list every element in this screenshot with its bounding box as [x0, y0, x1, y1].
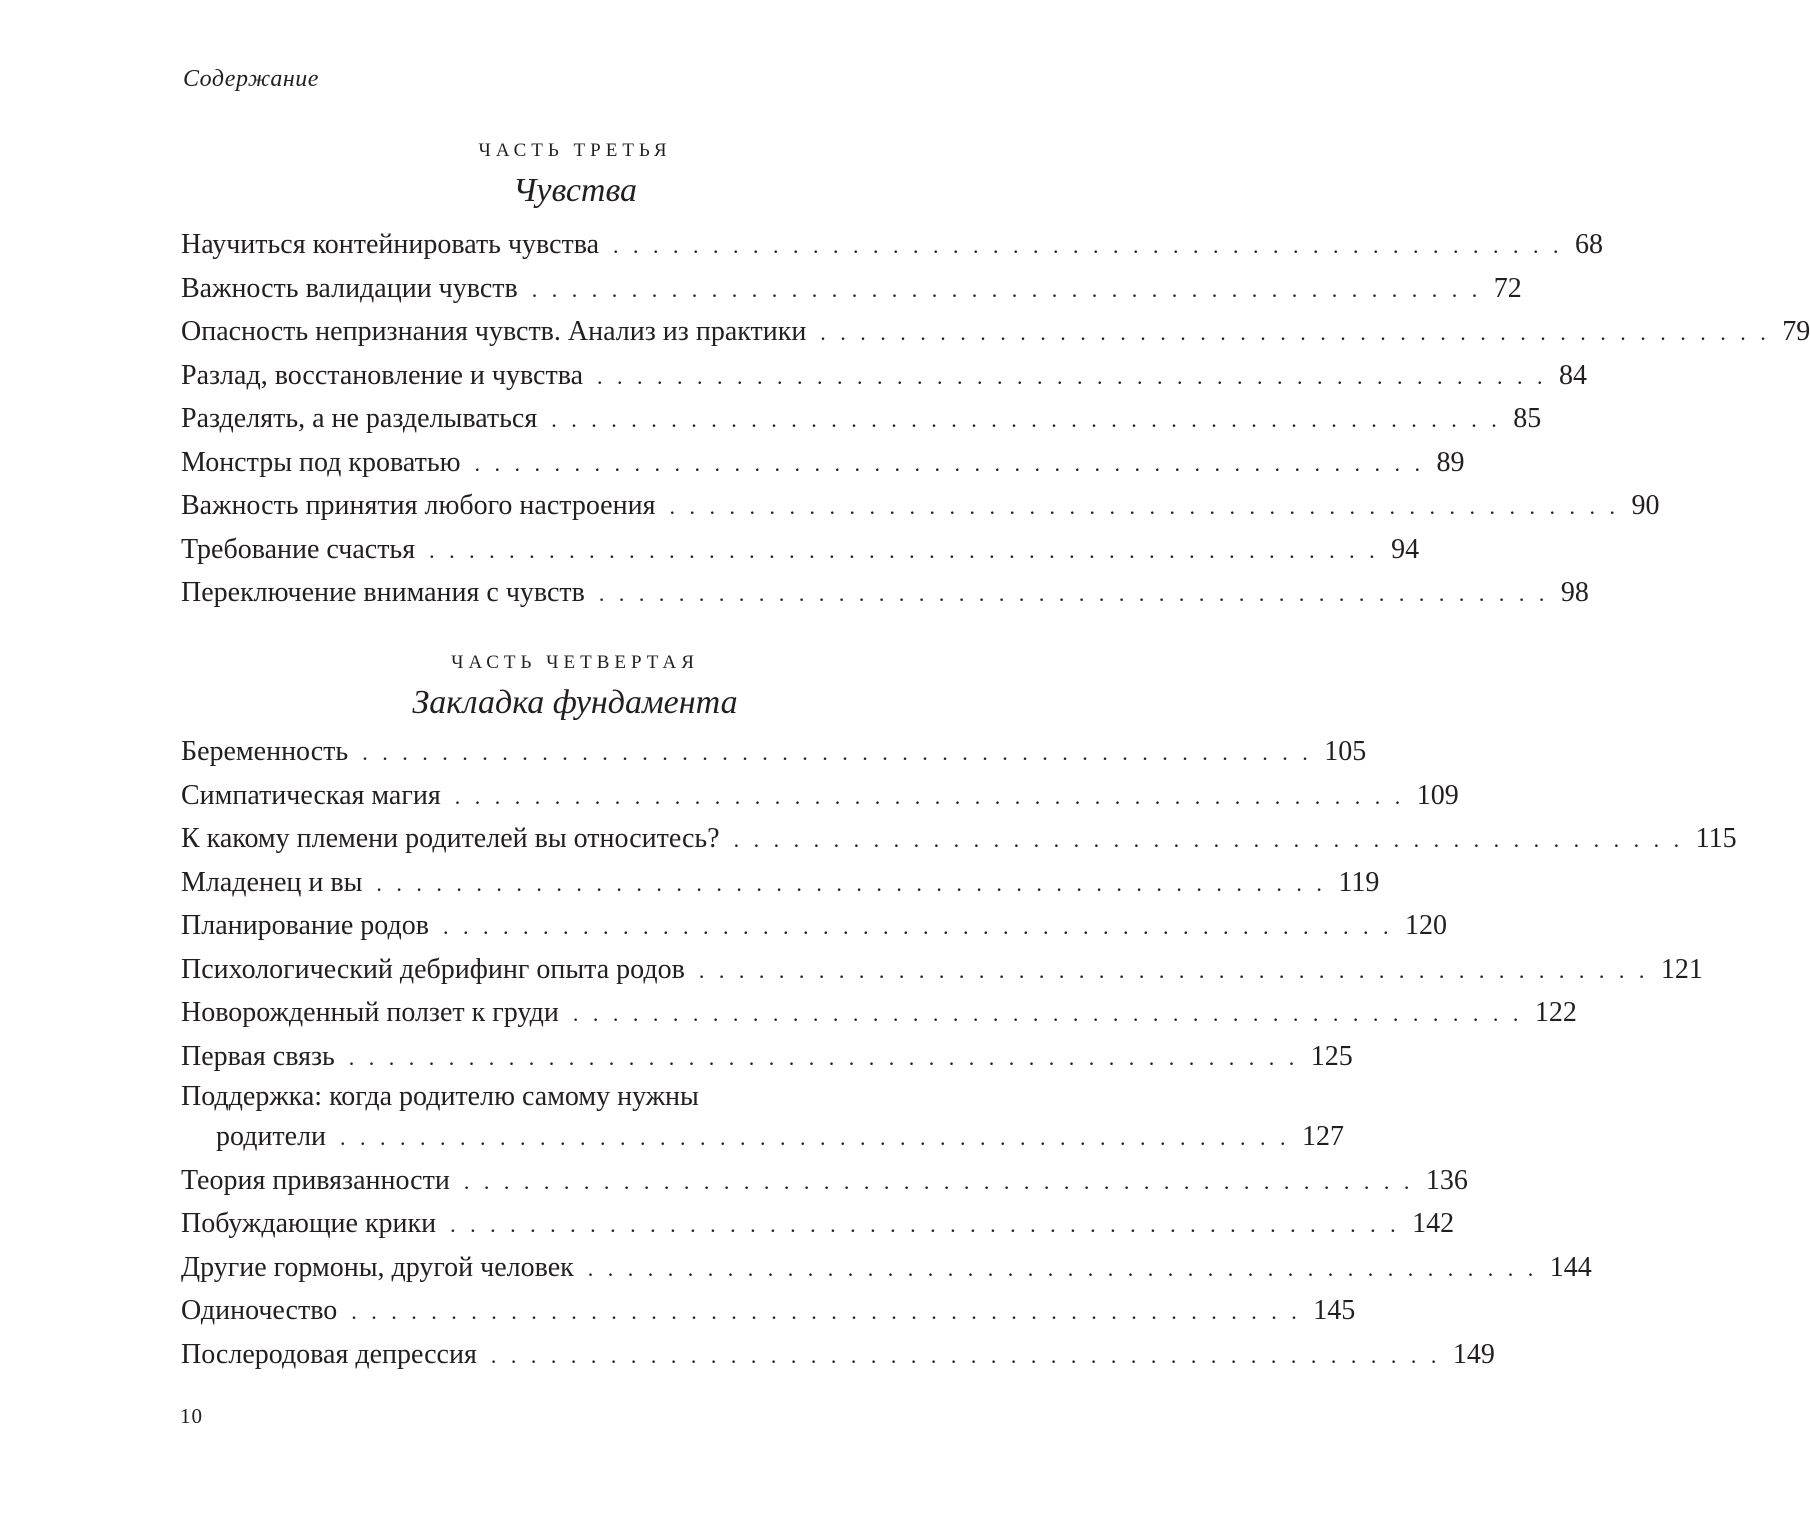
toc-entry-title: Разлад, восстановление и чувства: [181, 359, 583, 391]
leader-dots: . . . . . . . . . . . . . . . . . . . . . . . . . . . . . . . . . . . . . . . . . . . . . . . .: [340, 1125, 1291, 1150]
toc-entry[interactable]: [181, 267, 1522, 311]
toc-entry-page: 149: [1452, 1338, 1495, 1370]
toc-entry[interactable]: [181, 441, 1465, 485]
toc-entry-page: 105: [1324, 736, 1367, 767]
toc-entry[interactable]: [181, 904, 1447, 948]
leader-dots: . . . . . . . . . . . . . . . . . . . . . . . . . . . . . . . . . . . . . . . . . . . . . . . .: [531, 276, 1482, 302]
toc-entry-title: К какому племени родителей вы относитесь?: [181, 823, 720, 854]
toc-entry-page: 68: [1575, 229, 1604, 260]
leader-dots: . . . . . . . . . . . . . . . . . . . . . . . . . . . . . . . . . . . . . . . . . . . . . . . .: [454, 783, 1405, 809]
toc-entry-page: 145: [1313, 1295, 1356, 1326]
toc-entry-page: 89: [1436, 446, 1465, 478]
toc-entry-page: 120: [1404, 910, 1447, 941]
leader-dots: . . . . . . . . . . . . . . . . . . . . . . . . . . . . . . . . . . . . . . . . . . . . . . . .: [572, 1001, 1523, 1026]
toc-entry[interactable]: [181, 1078, 1345, 1159]
leader-dots: . . . . . . . . . . . . . . . . . . . . . . . . . . . . . . . . . . . . . . . . . . . . . . . .: [376, 870, 1327, 896]
leader-dots: . . . . . . . . . . . . . . . . . . . . . . . . . . . . . . . . . . . . . . . . . . . . . . . .: [551, 407, 1502, 432]
toc-entry[interactable]: [181, 571, 1589, 615]
toc-entry-title-line2: родители: [216, 1121, 327, 1152]
part3-title: Чувства: [513, 172, 637, 209]
leader-dots: . . . . . . . . . . . . . . . . . . . . . . . . . . . . . . . . . . . . . . . . . . . . . . . .: [474, 450, 1425, 476]
toc-entry-title: Симпатическая магия: [181, 779, 441, 811]
toc-entry-title: Психологический дебрифинг опыта родов: [181, 953, 685, 985]
toc-entry[interactable]: [181, 991, 1577, 1035]
leader-dots: . . . . . . . . . . . . . . . . . . . . . . . . . . . . . . . . . . . . . . . . . . . . . . . .: [442, 914, 1393, 939]
toc-entry-title: Послеродовая депрессия: [181, 1338, 477, 1370]
toc-entry-page: 84: [1559, 359, 1587, 391]
toc-entry[interactable]: [181, 1246, 1592, 1290]
leader-dots: . . . . . . . . . . . . . . . . . . . . . . . . . . . . . . . . . . . . . . . . . . . . . . . .: [597, 363, 1547, 389]
toc-entry[interactable]: [181, 528, 1420, 572]
leader-dots: . . . . . . . . . . . . . . . . . . . . . . . . . . . . . . . . . . . . . . . . . . . . . . . .: [463, 1168, 1414, 1194]
toc-entry-page: 85: [1513, 403, 1542, 434]
toc-entry-title: Первая связь: [181, 1040, 335, 1072]
toc-entry-title: Побуждающие крики: [181, 1208, 437, 1239]
leader-dots: . . . . . . . . . . . . . . . . . . . . . . . . . . . . . . . . . . . . . . . . . . . . . . . .: [429, 537, 1380, 563]
toc-entry[interactable]: [181, 1333, 1495, 1377]
toc-entry-page: 127: [1302, 1121, 1345, 1152]
toc-entry[interactable]: [181, 397, 1542, 441]
toc-entry-title: Важность валидации чувств: [181, 272, 518, 304]
toc-entry-page: 79: [1782, 316, 1810, 347]
toc-entry-title: Теория привязанности: [181, 1164, 450, 1196]
toc-entry-page: 122: [1534, 997, 1577, 1028]
toc-entry-title: Переключение внимания с чувств: [181, 577, 585, 608]
toc-entry[interactable]: [181, 354, 1587, 398]
toc-entry-page: 109: [1416, 779, 1459, 811]
toc-entry[interactable]: [181, 1202, 1455, 1246]
leader-dots: . . . . . . . . . . . . . . . . . . . . . . . . . . . . . . . . . . . . . . . . . . . . . . . .: [613, 233, 1564, 258]
part4-toc-list: [181, 730, 1737, 1376]
leader-dots: . . . . . . . . . . . . . . . . . . . . . . . . . . . . . . . . . . . . . . . . . . . . . . . .: [348, 1044, 1299, 1070]
part3-label: ЧАСТЬ ТРЕТЬЯ: [478, 140, 672, 161]
toc-entry-title: Опасность непризнания чувств. Анализ из практики: [181, 316, 807, 347]
toc-entry-page: 98: [1560, 577, 1589, 608]
leader-dots: . . . . . . . . . . . . . . . . . . . . . . . . . . . . . . . . . . . . . . . . . . . . . . . .: [450, 1212, 1401, 1237]
toc-entry-title: Требование счастья: [181, 533, 416, 565]
toc-entry[interactable]: [181, 223, 1604, 267]
toc-entry[interactable]: [181, 1289, 1356, 1333]
toc-entry[interactable]: [181, 817, 1737, 861]
toc-entry-page: 142: [1412, 1208, 1455, 1239]
leader-dots: . . . . . . . . . . . . . . . . . . . . . . . . . . . . . . . . . . . . . . . . . . . . . . . .: [490, 1342, 1441, 1368]
toc-entry-title: Беременность: [181, 736, 349, 767]
toc-entry[interactable]: [181, 1159, 1468, 1203]
toc-entry-page: 136: [1425, 1164, 1468, 1196]
toc-entry-title: Планирование родов: [181, 910, 429, 941]
leader-dots: . . . . . . . . . . . . . . . . . . . . . . . . . . . . . . . . . . . . . . . . . . . . . . . .: [820, 320, 1771, 345]
toc-entry[interactable]: [181, 861, 1380, 905]
toc-entry[interactable]: [181, 774, 1459, 818]
leader-dots: . . . . . . . . . . . . . . . . . . . . . . . . . . . . . . . . . . . . . . . . . . . . . . . .: [351, 1299, 1302, 1324]
leader-dots: . . . . . . . . . . . . . . . . . . . . . . . . . . . . . . . . . . . . . . . . . . . . . . . .: [733, 827, 1684, 852]
running-head: Содержание: [183, 66, 319, 92]
leader-dots: . . . . . . . . . . . . . . . . . . . . . . . . . . . . . . . . . . . . . . . . . . . . . . . .: [362, 740, 1313, 765]
toc-entry-title-line1: Поддержка: когда родителю самому нужны: [181, 1081, 699, 1112]
toc-entry[interactable]: [181, 484, 1660, 528]
toc-entry-continuation: [181, 1115, 1345, 1159]
toc-entry-page: 94: [1391, 533, 1420, 565]
toc-entry-page: 119: [1338, 866, 1380, 898]
toc-entry-title: Разделять, а не разделываться: [181, 403, 538, 434]
toc-entry-title: Одиночество: [181, 1295, 338, 1326]
leader-dots: . . . . . . . . . . . . . . . . . . . . . . . . . . . . . . . . . . . . . . . . . . . . . . . .: [669, 494, 1620, 519]
toc-entry-page: 115: [1695, 823, 1737, 854]
leader-dots: . . . . . . . . . . . . . . . . . . . . . . . . . . . . . . . . . . . . . . . . . . . . . . . .: [598, 581, 1549, 606]
toc-entry-page: 121: [1660, 953, 1703, 985]
leader-dots: . . . . . . . . . . . . . . . . . . . . . . . . . . . . . . . . . . . . . . . . . . . . . . . .: [587, 1255, 1538, 1281]
leader-dots: . . . . . . . . . . . . . . . . . . . . . . . . . . . . . . . . . . . . . . . . . . . . . . . .: [698, 957, 1649, 983]
toc-entry-title: Младенец и вы: [181, 866, 363, 898]
toc-entry-title: Другие гормоны, другой человек: [181, 1251, 574, 1283]
page-number: 10: [180, 1404, 203, 1428]
toc-entry-title: Научиться контейнировать чувства: [181, 229, 600, 260]
toc-entry[interactable]: [181, 948, 1703, 992]
toc-entry-title: Новорожденный ползет к груди: [181, 997, 559, 1028]
toc-entry-page: 125: [1310, 1040, 1353, 1072]
toc-entry[interactable]: [181, 1035, 1353, 1079]
toc-entry-page: 72: [1493, 272, 1522, 304]
toc-entry-page: 144: [1549, 1251, 1592, 1283]
toc-entry-title: Важность принятия любого настроения: [181, 490, 656, 521]
toc-entry-page: 90: [1631, 490, 1660, 521]
part4-title: Закладка фундамента: [412, 684, 738, 721]
toc-entry[interactable]: [181, 310, 1810, 354]
toc-entry[interactable]: [181, 730, 1367, 774]
toc-entry-title: Монстры под кроватью: [181, 446, 461, 478]
part3-toc-list: [181, 223, 1810, 615]
part4-label: ЧАСТЬ ЧЕТВЕРТАЯ: [451, 652, 699, 673]
